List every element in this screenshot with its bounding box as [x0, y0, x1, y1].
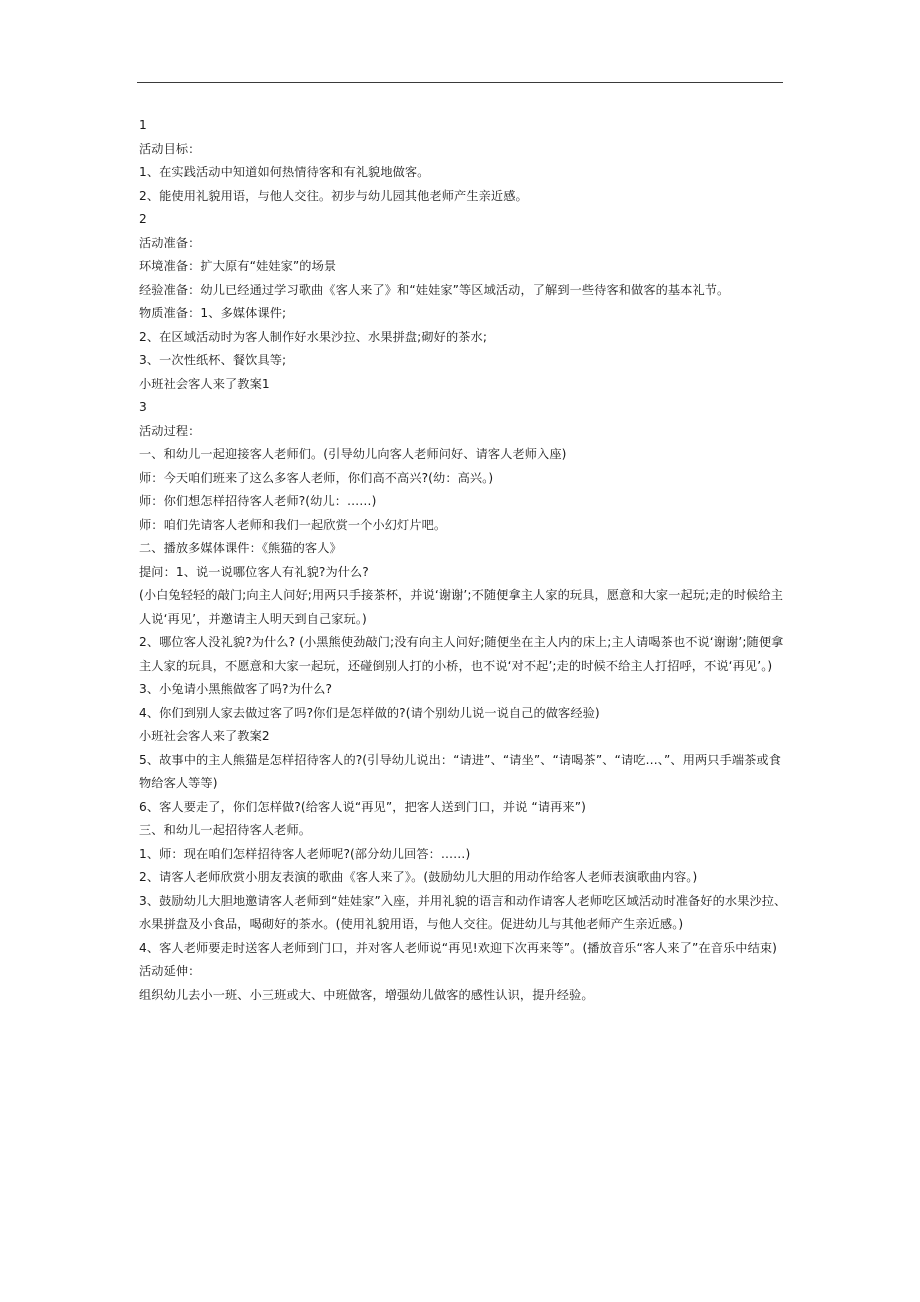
text-line: 环境准备：扩大原有“娃娃家”的场景 [139, 259, 337, 273]
section-number: 2 [139, 212, 147, 226]
text-line: 6、客人要走了，你们怎样做?(给客人说“再见”，把客人送到门口，并说 “请再来”) [139, 799, 586, 814]
text-line: 2、能使用礼貌用语，与他人交往。初步与幼儿园其他老师产生亲近感。 [139, 188, 528, 203]
text-line: 组织幼儿去小一班、小三班或大、中班做客，增强幼儿做客的感性认识，提升经验。 [139, 987, 594, 1002]
text-line: 人说‘再见’，并邀请主人明天到自己家玩。) [139, 611, 367, 626]
text-line: 物给客人等等) [139, 776, 218, 790]
text-line: 2、哪位客人没礼貌?为什么? (小黑熊使劲敲门;没有向主人问好;随便坐在主人内的床上;主人请喝茶也不说‘谢谢’;随便拿 [139, 635, 784, 649]
text-line: 三、和幼儿一起招待客人老师。 [139, 823, 312, 837]
text-line: 经验准备：幼儿已经通过学习歌曲《客人来了》和“娃娃家”等区域活动，了解到一些待客和做客的基本礼节。 [139, 282, 730, 297]
text-line: 2、请客人老师欣赏小朋友表演的歌曲《客人来了》。(鼓励幼儿大胆的用动作给客人老师表演歌曲内容。) [139, 870, 698, 884]
text-line: 3、小兔请小黑熊做客了吗?为什么? [139, 682, 333, 696]
text-line: 提问：1、说一说哪位客人有礼貌?为什么? [139, 564, 369, 579]
header-rule [137, 82, 783, 83]
text-line: 1、师：现在咱们怎样招待客人老师呢?(部分幼儿回答：……) [139, 846, 471, 861]
heading-objectives: 活动目标： [139, 141, 201, 156]
text-line: 水果拼盘及小食品，喝砌好的茶水。(使用礼貌用语，与他人交往。促进幼儿与其他老师产生亲近感。) [139, 917, 684, 931]
heading-preparation: 活动准备： [139, 235, 201, 250]
text-line: 4、客人老师要走时送客人老师到门口，并对客人老师说“再见!欢迎下次再来等”。(播放音乐“客人来了”在音乐中结束) [139, 940, 778, 955]
subtitle-line: 小班社会客人来了教案2 [139, 729, 270, 743]
heading-extension: 活动延伸： [139, 964, 201, 978]
text-line: 二、播放多媒体课件：《熊猫的客人》 [139, 541, 342, 555]
text-line: 师：今天咱们班来了这么多客人老师，你们高不高兴?(幼：高兴。) [139, 470, 494, 485]
text-line: 5、故事中的主人熊猫是怎样招待客人的?(引导幼儿说出：“请进”、“请坐”、“请喝茶”、“请吃…、”、用两只手端茶或食 [139, 752, 782, 767]
section-number: 1 [139, 118, 147, 132]
heading-process: 活动过程： [139, 423, 201, 438]
text-line: 3、鼓励幼儿大胆地邀请客人老师到“娃娃家”入座，并用礼貌的语言和动作请客人老师吃区域活动时准备好的水果沙拉、 [139, 893, 787, 908]
text-line: 1、在实践活动中知道如何热情待客和有礼貌地做客。 [139, 165, 430, 179]
document-body [139, 114, 789, 1007]
text-line: 一、和幼儿一起迎接客人老师们。(引导幼儿向客人老师问好、请客人老师入座) [139, 447, 567, 461]
text-line: 师：咱们先请客人老师和我们一起欣赏一个小幻灯片吧。 [139, 517, 447, 532]
text-line: 4、你们到别人家去做过客了吗?你们是怎样做的?(请个别幼儿说一说自己的做客经验) [139, 705, 600, 720]
subtitle-line: 小班社会客人来了教案1 [139, 376, 270, 391]
section-number: 3 [139, 400, 147, 414]
text-line: 3、一次性纸杯、餐饮具等; [139, 353, 287, 367]
text-line: (小白兔轻轻的敲门;向主人问好;用两只手接茶杯，并说‘谢谢’;不随便拿主人家的玩具，愿意和大家一起玩;走的时候给主 [139, 588, 784, 602]
text-line: 物质准备：1、多媒体课件; [139, 306, 287, 320]
text-line: 2、在区域活动时为客人制作好水果沙拉、水果拼盘;砌好的茶水; [139, 329, 488, 344]
text-line: 师：你们想怎样招待客人老师?(幼儿：……) [139, 494, 377, 508]
text-line: 主人家的玩具，不愿意和大家一起玩，还碰倒别人打的小桥，也不说‘对不起’;走的时候不给主人打招呼，不说‘再见’。) [139, 658, 773, 673]
